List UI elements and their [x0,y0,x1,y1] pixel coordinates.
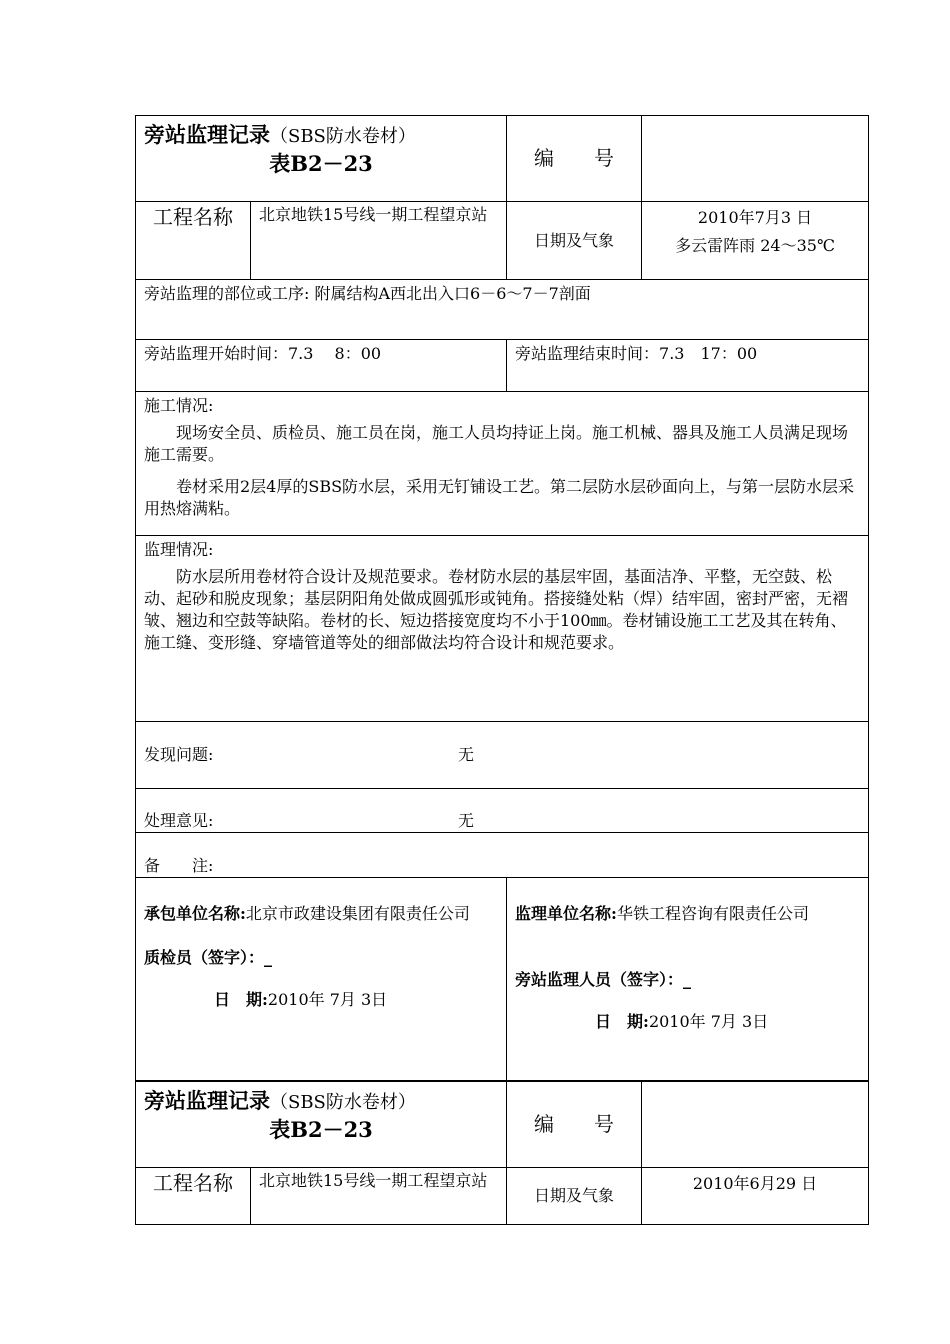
contractor-label: 承包单位名称: [144,904,246,923]
number-value[interactable] [642,116,869,202]
sign-date: 2010年 7月 3日 [648,1012,769,1031]
project-name: 北京地铁15号线一期工程望京站 [251,202,507,280]
project-name: 北京地铁15号线一期工程望京站 [251,1168,507,1225]
form-code: 表B2－23 [269,1117,373,1142]
problems-label: 发现问题: [144,745,214,764]
start-time: 旁站监理开始时间：7.3 8：00 [136,340,507,392]
construction-paragraph: 现场安全员、质检员、施工员在岗，施工人员均持证上岗。施工机械、器具及施工人员满足现场施工需要。 [144,423,849,464]
opinion-value: 无 [458,811,475,830]
problems-value: 无 [458,745,475,764]
construction-paragraph: 卷材采用2层4厚的SBS防水层，采用无钉铺设工艺。第二层防水层砂面向上，与第一层防水层采用热熔满粘。 [144,477,855,518]
construction-section [136,392,869,536]
supervision-paragraph: 防水层所用卷材符合设计及规范要求。卷材防水层的基层牢固，基面洁净、平整，无空鼓、松动、起砂和脱皮现象；基层阴阳角处做成圆弧形或钝角。搭接缝处粘（焊）结牢固，密封严密，无褶皱、翘边和空鼓等缺陷。卷材的长、短边搭接宽度均不小于100㎜。卷材铺设施工工艺及其在转角、施工缝、变形缝、穿墙管道等处的细部做法均符合设计和规范要求。 [144,567,849,652]
supervisor-label: 监理单位名称: [515,904,617,923]
supervision-record-form [135,1081,869,1225]
end-time: 旁站监理结束时间：7.3 17：00 [507,340,869,392]
record-date: 2010年7月3 日 [697,208,813,227]
number-label: 编 号 [534,145,615,170]
supervisor-name: 华铁工程咨询有限责任公司 [616,904,809,923]
title-paren: （SBS防水卷材） [270,1092,416,1113]
form-title [136,1082,507,1168]
title-paren: （SBS防水卷材） [270,126,416,147]
weather: 多云雷阵雨 24～35℃ [675,236,835,255]
supervisor-signature[interactable]: 旁站监理人员（签字）：_ [515,970,692,989]
date-weather-label: 日期及气象 [507,1168,642,1225]
opinion-row [136,789,869,833]
number-label: 编 号 [534,1111,615,1136]
construction-label: 施工情况: [144,396,214,415]
number-value[interactable] [642,1082,869,1168]
form-title [136,116,507,202]
supervision-record-form [135,115,869,1081]
record-date: 2010年6月29 日 [692,1174,818,1193]
date-weather-cell [642,1168,869,1225]
project-label-cell [136,202,251,280]
title-main: 旁站监理记录 [144,122,270,147]
opinion-label: 处理意见: [144,811,214,830]
supervision-label: 监理情况: [144,540,214,559]
project-label-cell [136,1168,251,1225]
number-label-cell [507,1082,642,1168]
project-label: 工程名称 [153,205,233,229]
date-weather-label: 日期及气象 [507,202,642,280]
sign-date: 2010年 7月 3日 [267,990,388,1009]
project-label: 工程名称 [153,1171,233,1195]
contractor-name: 北京市政建设集团有限责任公司 [245,904,470,923]
inspector-signature[interactable]: 质检员（签字）：_ [144,948,273,967]
supervisor-sign-cell [507,878,869,1081]
form-code: 表B2－23 [269,151,373,176]
number-label-cell [507,116,642,202]
date-label: 日 期: [595,1012,649,1031]
supervision-section [136,536,869,722]
contractor-sign-cell [136,878,507,1081]
date-weather-cell [642,202,869,280]
location: 旁站监理的部位或工序: 附属结构A西北出入口6－6～7－7剖面 [136,280,869,340]
date-label: 日 期: [214,990,268,1009]
problems-row [136,722,869,789]
title-main: 旁站监理记录 [144,1088,270,1113]
remarks-label: 备 注: [144,856,214,875]
remarks-row [136,833,869,878]
